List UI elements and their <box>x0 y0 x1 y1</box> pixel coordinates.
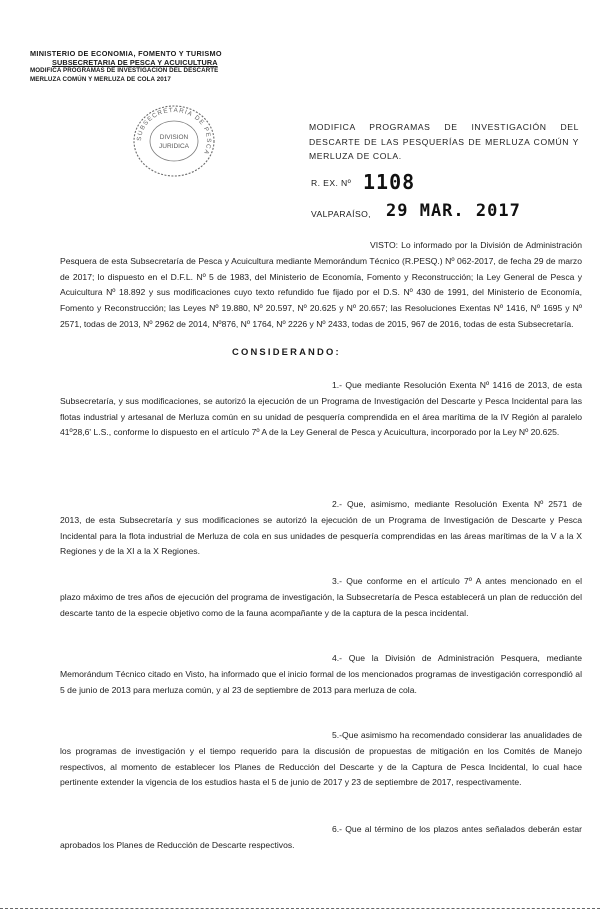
resolution-number: 1108 <box>363 170 416 194</box>
ministry-name: MINISTERIO DE ECONOMIA, FOMENTO Y TURISMO <box>30 49 222 58</box>
stamp-center-line-1: DIVISION <box>159 134 189 141</box>
stamp-ring-text: SUBSECRETARIA DE PESCA <box>135 106 213 157</box>
considerando-item-3: 3.- Que conforme en el artículo 7º A antes mencionado en el plazo máximo de tres años de ejecución del programa de investigación, la Subsecretaría de Pesca establecerá un plan de reducción del descarte tanto de la especie objetivo como de la fauna acompañante y de la captura de la pesca incidental. <box>60 576 582 618</box>
considerando-item-6: 6.- Que al término de los plazos antes señalados deberán estar aprobados los Planes de Reducción de Descarte respectivos. <box>60 824 582 850</box>
ministry-header <box>30 50 260 84</box>
page-bottom-divider <box>0 908 600 909</box>
visto-paragraph: VISTO: Lo informado por la División de Administración Pesquera de esta Subsecretaría de Pesca y Acuicultura mediante Memorándum Técnico (R.PESQ.) Nº 062-2017, de fecha 29 de marzo de 2017; lo dispuesto en el D.F.L. Nº 5 de 1983, del Ministerio de Economía, Fomento y Reconstrucción; la Ley General de Pesca y Acuicultura Nº 18.892 y sus modificaciones cuyo texto refundido fue fijado por el D.S. Nº 430 de 1991, del Ministerio de Economía, Fomento y Reconstrucción; las Leyes Nº 19.880, Nº 20.597, Nº 20.625 y Nº 20.657; las Resoluciones Exentas Nº 1416, Nº 1695 y Nº 2571, todas de 2013, Nº 2962 de 2014, Nº876, Nº 1764, Nº 2226 y Nº 2433, todas de 2015, 967 de 2016, todas de esta Subsecretaría. <box>60 240 582 329</box>
document-title: MODIFICA PROGRAMAS DE INVESTIGACIÓN DEL DESCARTE DE LAS PESQUERÍAS DE MERLUZA COMÚN Y MERLUZA DE COLA. <box>309 122 579 161</box>
resolution-label: R. EX. Nº <box>311 178 352 188</box>
considerando-item-5: 5.-Que asimismo ha recomendado considerar las anualidades de los programas de investigación y el tiempo requerido para la discusión de propuestas de mitigación en los Comités de Manejo respectivos, al momento de establecer los Planes de Reducción del Descarte y de la Captura de Pesca Incidental, lo cual hace pertinente extender la vigencia de los estudios hasta el 5 de junio de 2017 y 23 de septiembre de 2017, respectivamente. <box>60 730 582 788</box>
stamp-center-line-2: JURIDICA <box>159 143 189 150</box>
resolution-date: 29 MAR. 2017 <box>386 201 521 221</box>
considerando-item-2: 2.- Que, asimismo, mediante Resolución Exenta Nº 2571 de 2013, de esta Subsecretaría y sus modificaciones se autorizó la ejecución de un Programa de Investigación de Descarte y Pesca Incidental para la flota industrial de Merluza de cola en sus unidades de pesquería comprendidas en las áreas marítimas de la V a la X Regiones y de la XI a la X Regiones. <box>60 499 582 557</box>
considerando-item-4: 4.- Que la División de Administración Pesquera, mediante Memorándum Técnico citado en Visto, ha informado que el inicio formal de los mencionados programas de investigación correspondió al 5 de junio de 2013 para merluza común, y al 23 de septiembre de 2013 para merluza de cola. <box>60 653 582 695</box>
subsecretariat-name: SUBSECRETARIA DE PESCA Y ACUICULTURA <box>52 57 218 67</box>
official-stamp-seal <box>128 103 220 179</box>
place-label: VALPARAÍSO, <box>311 209 371 219</box>
header-subject-line-1: MODIFICA PROGRAMAS DE INVESTIGACIÓN DEL DESCARTE <box>30 67 219 75</box>
considerando-heading: CONSIDERANDO: <box>232 346 341 357</box>
considerando-item-1: 1.- Que mediante Resolución Exenta Nº 1416 de 2013, de esta Subsecretaría, y sus modificaciones, se autorizó la ejecución de un Programa de Investigación del Descarte y Pesca Incidental para las flotas industrial y artesanal de Merluza común en su unidad de pesquería comprendida en el área marítima de la IV Región al paralelo 41º28,6' L.S., conforme lo dispuesto en el artículo 7º A de la Ley General de Pesca y Acuicultura, incorporado por la Ley Nº 20.625. <box>60 380 582 438</box>
header-subject-line-2: MERLUZA COMÚN Y MERLUZA DE COLA 2017 <box>30 75 171 83</box>
